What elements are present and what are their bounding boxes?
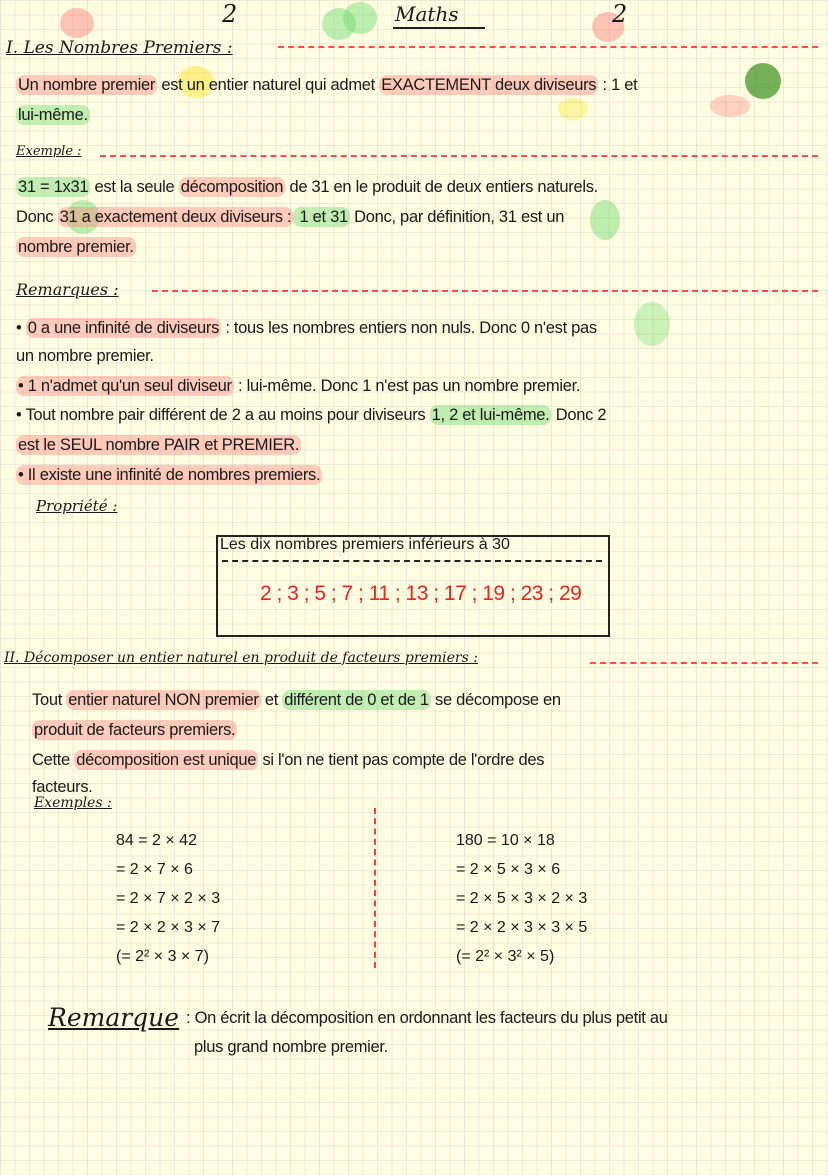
math-line: 84 = 2 × 42 — [116, 832, 197, 849]
definition-line-2 — [16, 100, 90, 130]
example-line-3 — [16, 232, 136, 262]
dashed-line — [152, 290, 818, 292]
highlight-blob — [745, 63, 781, 99]
dashed-line — [100, 155, 818, 157]
definition-line-1 — [16, 70, 637, 100]
body-text: se décompose en — [430, 691, 561, 709]
math-line: = 2 × 7 × 6 — [116, 861, 193, 878]
example-conclusion: nombre premier. — [18, 238, 134, 256]
highlight-blob — [60, 8, 94, 38]
definition-emphasis: EXACTEMENT deux diviseurs — [381, 76, 597, 94]
section2-line-1 — [32, 685, 561, 715]
example-text: de 31 en le produit de deux entiers naturels. — [285, 178, 598, 196]
example-text: Donc, par définition, 31 est un — [349, 208, 565, 226]
section2-line-4: facteurs. — [32, 778, 93, 796]
example-line-1 — [16, 172, 598, 202]
math-line: = 2 × 2 × 3 × 3 × 5 — [456, 919, 588, 936]
math-line: = 2 × 7 × 2 × 3 — [116, 890, 221, 907]
example-keyword: décomposition — [180, 178, 284, 196]
property-label: Propriété : — [36, 497, 118, 515]
remark-text: Donc 2 — [551, 406, 607, 424]
math-line: = 2 × 5 × 3 × 6 — [456, 861, 561, 878]
remark-1-line-1 — [16, 313, 597, 343]
example-keyword: 31 a exactement deux diviseurs : — [59, 208, 292, 226]
remark-keyword: • Il existe une infinité de nombres premiers. — [18, 466, 321, 484]
dashed-line — [278, 46, 818, 48]
example-product: 31 = 1x31 — [18, 178, 89, 196]
math-line: 180 = 10 × 18 — [456, 832, 555, 849]
remark-3-line-2 — [16, 430, 301, 460]
header-underline — [393, 27, 485, 29]
definition-text: est un entier naturel qui admet — [157, 76, 380, 94]
remarque-line-1: : On écrit la décomposition en ordonnant les facteurs du plus petit au — [186, 1009, 668, 1027]
definition-itself: lui-même. — [18, 106, 88, 124]
examples-label: Exemples : — [34, 795, 112, 811]
body-keyword: produit de facteurs premiers. — [34, 721, 236, 739]
highlight-blob — [343, 2, 377, 34]
remark-keyword: est le SEUL nombre PAIR et PREMIER. — [18, 436, 300, 454]
remark-text: • Tout nombre pair différent de 2 a au moins pour diviseurs — [16, 406, 430, 424]
remark-keyword: 0 a une infinité de diviseurs — [27, 319, 220, 337]
highlight-blob — [590, 200, 620, 240]
body-text: Cette — [32, 751, 75, 769]
remarque-line-2: plus grand nombre premier. — [194, 1038, 388, 1056]
body-text: Tout — [32, 691, 67, 709]
example-text: Donc — [16, 208, 58, 226]
remark-text: : tous les nombres entiers non nuls. Donc 0 n'est pas — [221, 319, 597, 337]
highlight-blob — [710, 95, 750, 117]
highlight-blob — [634, 302, 670, 346]
body-text: si l'on ne tient pas compte de l'ordre des — [258, 751, 545, 769]
remarks-label: Remarques : — [16, 280, 119, 299]
decomposition-84 — [116, 826, 220, 971]
dashed-line — [590, 662, 818, 664]
header-title: Maths — [395, 2, 459, 26]
highlight-blob — [558, 98, 588, 120]
example-label: Exemple : — [16, 144, 82, 159]
prime-list: 2 ; 3 ; 5 ; 7 ; 11 ; 13 ; 17 ; 19 ; 23 ; 29 — [260, 582, 582, 605]
definition-term: Un nombre premier — [18, 76, 156, 94]
example-line-2 — [16, 202, 564, 232]
body-text: et — [260, 691, 283, 709]
section2-line-2 — [32, 715, 237, 745]
math-line: = 2 × 2 × 3 × 7 — [116, 919, 221, 936]
header-page-number-right: 2 — [612, 0, 628, 28]
box-dashed-line — [222, 560, 602, 562]
remark-text: : lui-même. Donc 1 n'est pas un nombre premier. — [233, 377, 581, 395]
body-condition: différent de 0 et de 1 — [284, 691, 429, 709]
remark-keyword: • 1 n'admet qu'un seul diviseur — [18, 377, 232, 395]
bullet: • — [16, 319, 26, 337]
decomposition-180 — [456, 826, 587, 971]
math-line: = 2 × 5 × 3 × 2 × 3 — [456, 890, 588, 907]
body-keyword: entier naturel NON premier — [68, 691, 259, 709]
math-line: (= 2² × 3² × 5) — [456, 948, 555, 965]
math-line: (= 2² × 3 × 7) — [116, 948, 209, 965]
remark-4 — [16, 460, 322, 490]
remarque-label: Remarque — [48, 1003, 180, 1032]
header-page-number-left: 2 — [222, 0, 238, 28]
body-keyword: décomposition est unique — [76, 751, 257, 769]
remark-1-line-2: un nombre premier. — [16, 347, 154, 365]
example-divisors: 1 et 31 — [295, 208, 348, 226]
section1-heading: I. Les Nombres Premiers : — [6, 38, 233, 58]
prime-box-title: Les dix nombres premiers inférieurs à 30 — [220, 536, 510, 553]
red-separator — [374, 808, 376, 968]
remark-2 — [16, 371, 580, 401]
section2-heading: II. Décomposer un entier naturel en produit de facteurs premiers : — [4, 650, 478, 666]
section2-line-3 — [32, 745, 544, 775]
definition-text: : 1 et — [598, 76, 638, 94]
remark-divisors: 1, 2 et lui-même. — [431, 406, 550, 424]
example-text: est la seule — [90, 178, 179, 196]
remark-3-line-1 — [16, 400, 606, 430]
